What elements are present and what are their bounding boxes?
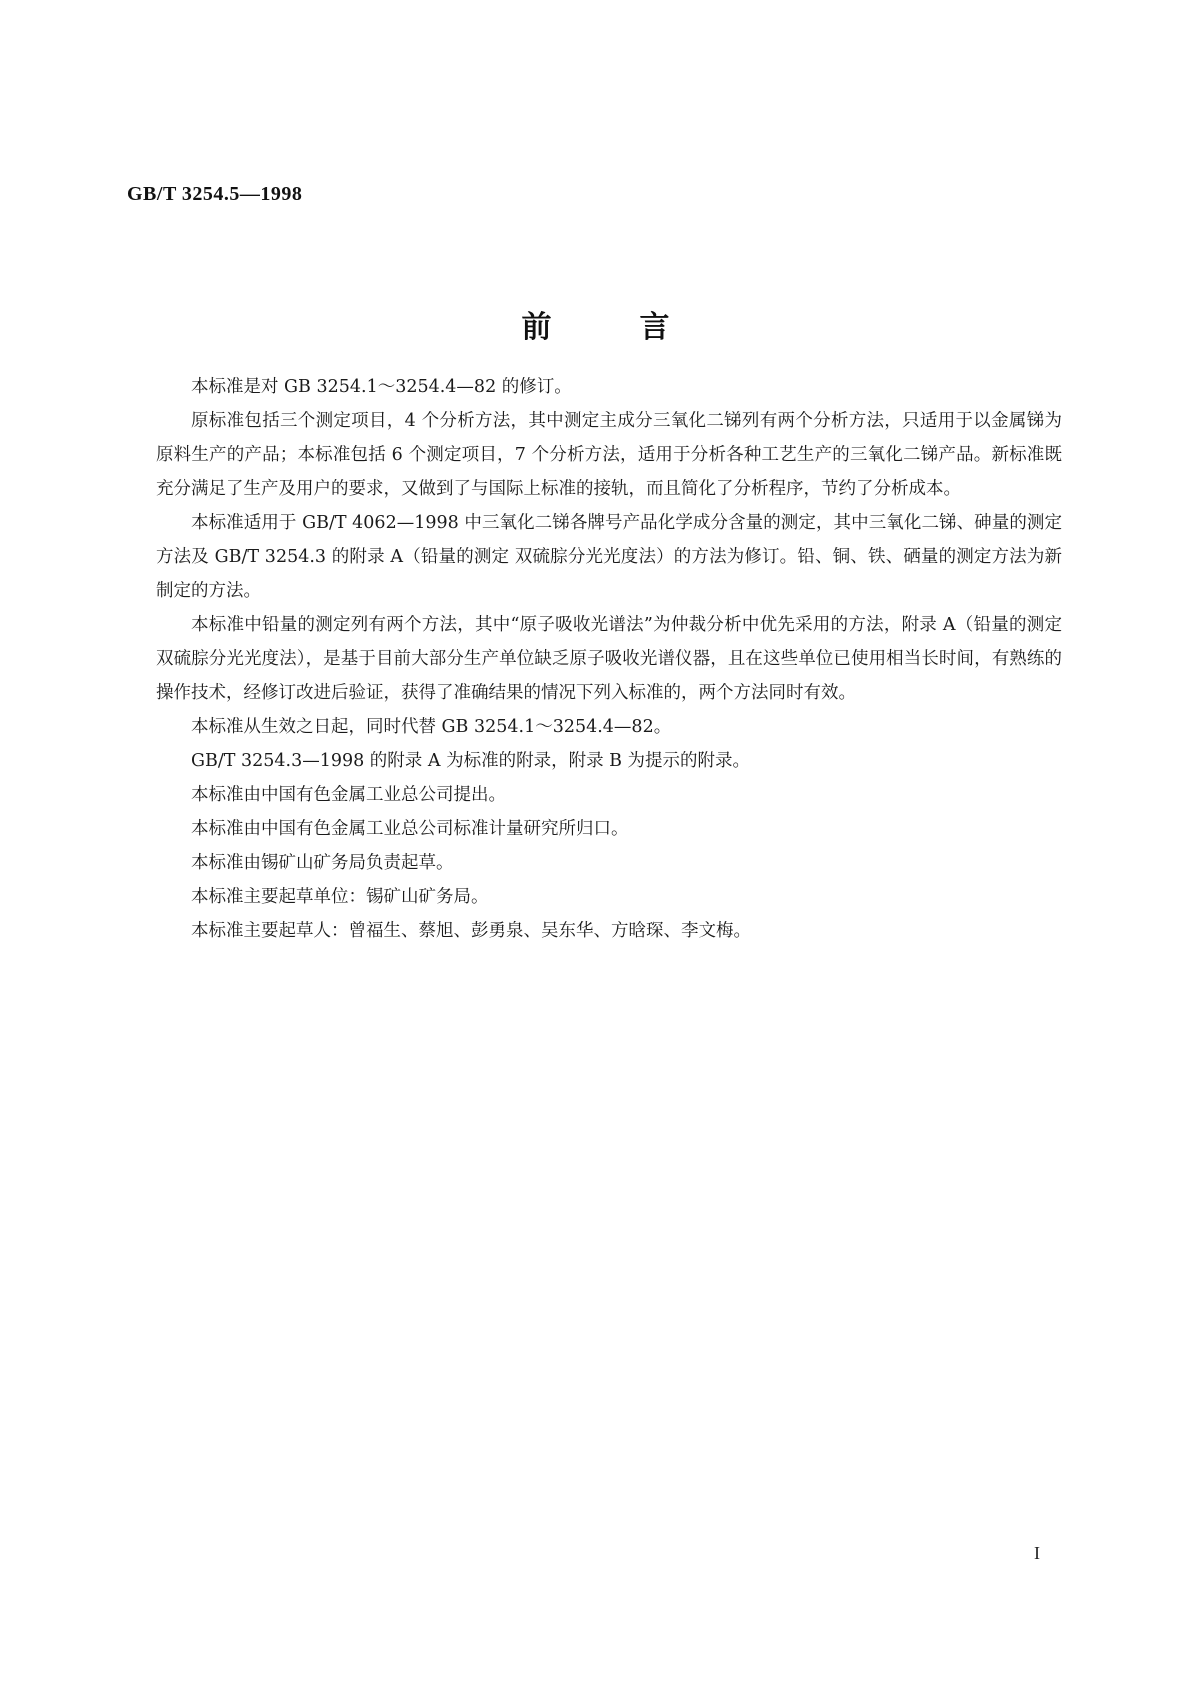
- paragraph-scope: 本标准适用于 GB/T 4062—1998 中三氧化二锑各牌号产品化学成分含量的测定，其中三氧化二锑、砷量的测定方法及 GB/T 3254.3 的附录 A（铅量的测定 双硫腙分光光度法）的方法为修订。铅、铜、铁、硒量的测定方法为新制定的方法。: [156, 513, 1062, 601]
- foreword-body: [156, 370, 1062, 948]
- paragraph-drafting-unit: 本标准主要起草单位：锡矿山矿务局。: [191, 887, 489, 907]
- paragraph-managed-by: 本标准由中国有色金属工业总公司标准计量研究所归口。: [191, 819, 629, 839]
- paragraph-effective-date: 本标准从生效之日起，同时代替 GB 3254.1～3254.4—82。: [191, 717, 672, 737]
- page-title: 前言: [521, 310, 758, 345]
- paragraph-revision-note: 本标准是对 GB 3254.1～3254.4—82 的修订。: [191, 377, 572, 397]
- paragraph-lead-methods: 本标准中铅量的测定列有两个方法，其中“原子吸收光谱法”为仲裁分析中优先采用的方法，附录 A（铅量的测定 双硫腙分光光度法），是基于目前大部分生产单位缺乏原子吸收光谱仪器，且在这些单位已使用相当长时间，有熟练的操作技术，经修订改进后验证，获得了准确结果的情况下列入标准的，两个方法同时有效。: [156, 615, 1062, 703]
- paragraph-original-standard: 原标准包括三个测定项目，4 个分析方法，其中测定主成分三氧化二锑列有两个分析方法，只适用于以金属锑为原料生产的产品；本标准包括 6 个测定项目，7 个分析方法，适用于分析各种工艺生产的三氧化二锑产品。新标准既充分满足了生产及用户的要求，又做到了与国际上标准的接轨，而且简化了分析程序，节约了分析成本。: [156, 411, 1062, 499]
- paragraph-appendices: GB/T 3254.3—1998 的附录 A 为标准的附录，附录 B 为提示的附录。: [191, 751, 751, 771]
- paragraph-drafted-by: 本标准由锡矿山矿务局负责起草。: [191, 853, 454, 873]
- paragraph-proposed-by: 本标准由中国有色金属工业总公司提出。: [191, 785, 506, 805]
- paragraph-drafters: 本标准主要起草人：曾福生、蔡旭、彭勇泉、吴东华、方晗琛、李文梅。: [191, 921, 751, 941]
- page-number: I: [1034, 1543, 1040, 1563]
- standard-number: GB/T 3254.5—1998: [127, 183, 303, 205]
